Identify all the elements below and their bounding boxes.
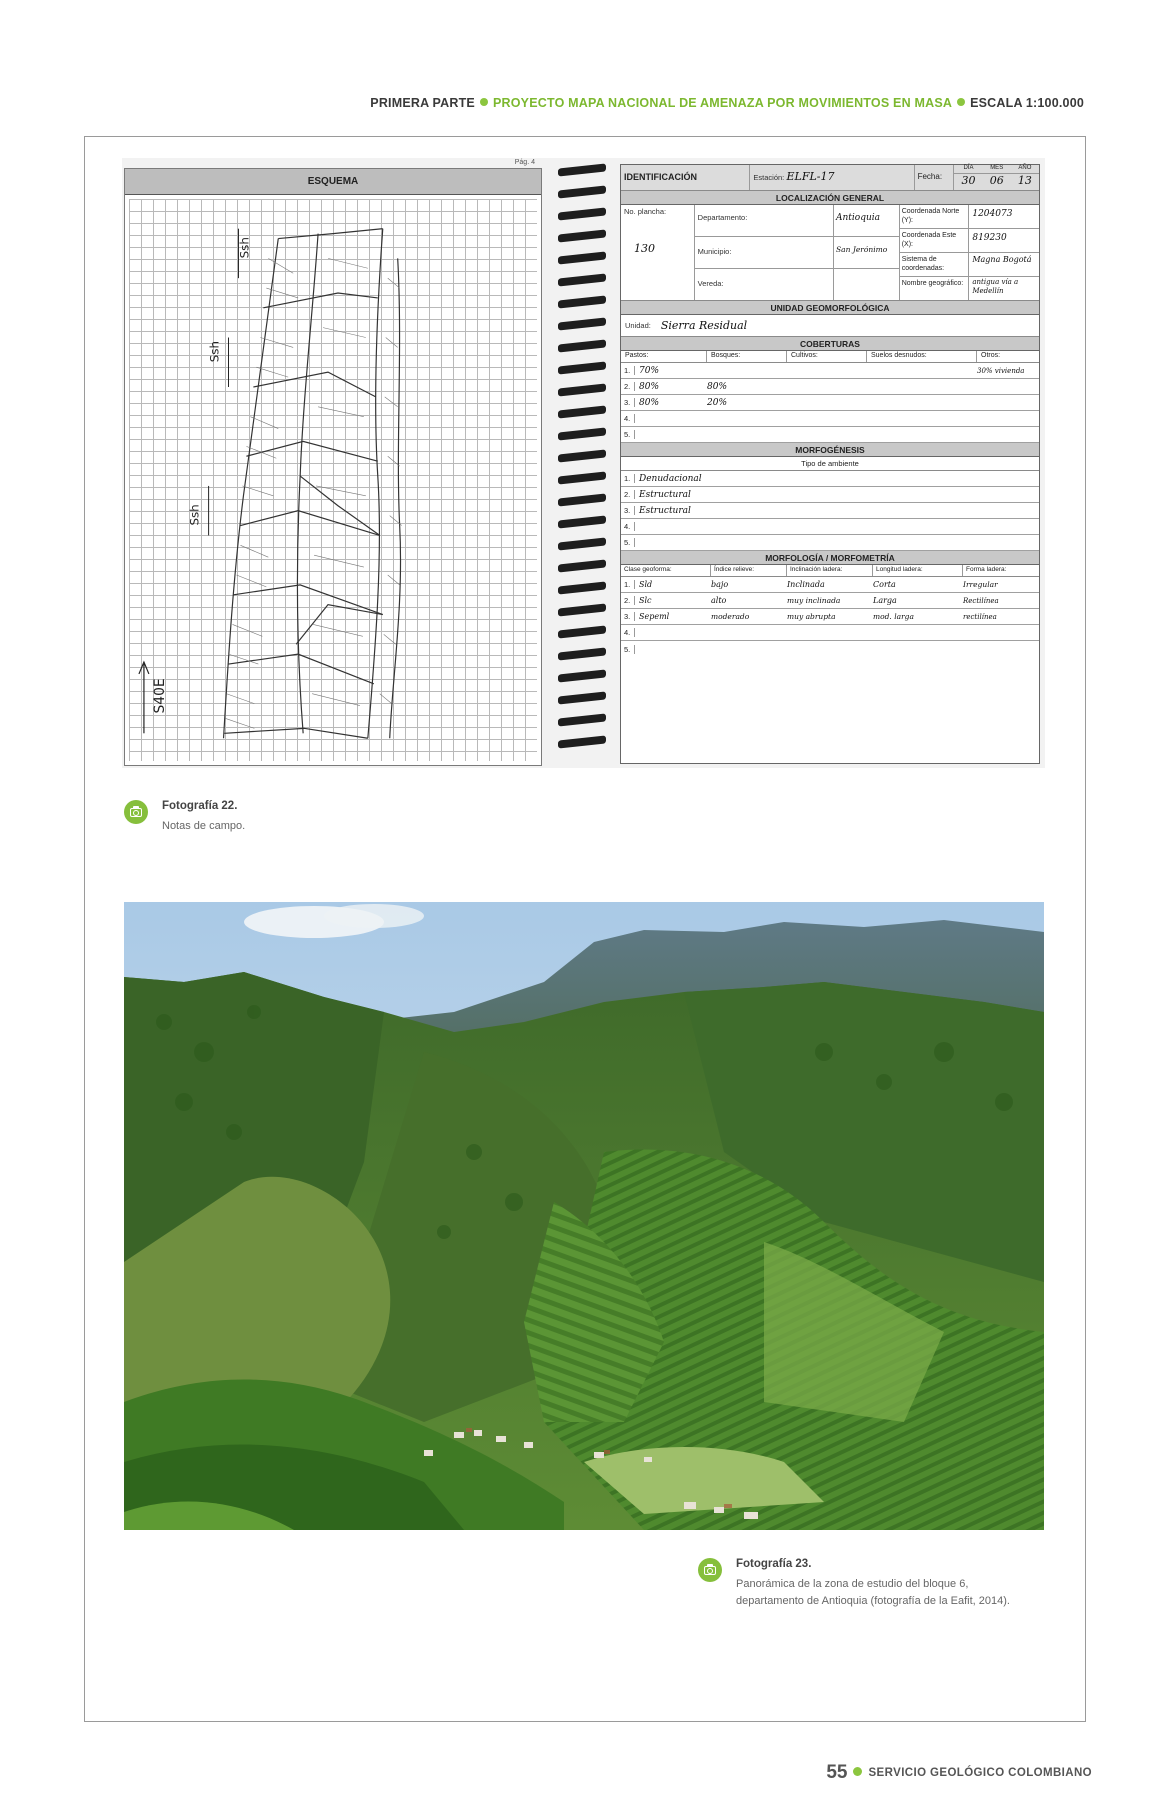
mes-value: 06 [989,174,1004,187]
morfologia-table [621,577,1039,657]
bullet-dot-icon [853,1767,862,1776]
caption-23-text [736,1576,1010,1610]
municipio-value: San Jerónimo [834,237,899,269]
bullet-dot-icon [957,98,965,106]
table-row: 5. [621,535,1039,551]
dia-value: 30 [961,174,976,187]
localizacion-band: LOCALIZACIÓN GENERAL [621,191,1039,205]
fecha-label: Fecha: [915,165,955,190]
ano-value: 13 [1017,174,1032,187]
page-footer [826,1762,1092,1784]
unidad-value: Sierra Residual [660,319,748,332]
departamento-label: Departamento: [695,205,833,237]
table-row: 3. 80% 20% [621,395,1039,411]
coberturas-band: COBERTURAS [621,337,1039,351]
cob-header-pastos: Pastos: [621,351,707,362]
sistema-value: Magna Bogotá [969,253,1039,277]
field-notes-photo [122,158,1045,768]
coberturas-table [621,363,1039,443]
landscape-illustration [124,902,1044,1530]
cob-header-cultivos: Cultivos: [787,351,867,362]
sketch-title: ESQUEMA [125,169,541,195]
unidad-label: Unidad: [625,321,651,330]
tipo-ambiente: Tipo de ambiente [621,457,1039,471]
landscape-photo [124,902,1044,1530]
plancha-value: 130 [634,242,655,255]
table-row: 3. Estructural [621,503,1039,519]
caption-23-line-2: departamento de Antioquia (fotografía de la Eafit, 2014). [736,1595,1010,1607]
departamento-value: Antioquia [834,205,899,237]
field-form [620,164,1040,764]
slope-sketch [129,199,537,761]
vereda-label: Vereda: [697,279,724,288]
morf-header-clase: Clase geoforma: [621,565,711,576]
table-row: 1. Sld bajo Inclinada Corta Irregular [621,577,1039,593]
sistema-label: Sistema de coordenadas: [900,253,969,277]
table-row: 1. 70% 30% vivienda [621,363,1039,379]
header-part: PRIMERA PARTE [370,96,475,110]
unidad-band: UNIDAD GEOMORFOLÓGICA [621,301,1039,315]
form-identificacion: IDENTIFICACIÓN [621,165,750,190]
footer-organization: SERVICIO GEOLÓGICO COLOMBIANO [868,1767,1092,1779]
camera-icon [124,800,148,824]
morf-header-forma: Forma ladera: [966,566,1007,573]
este-value: 819230 [969,229,1039,253]
table-row: 4. [621,519,1039,535]
table-row: 1. Denudacional [621,471,1039,487]
cob-header-bosques: Bosques: [707,351,787,362]
notebook-spiral [552,162,612,767]
page-number: 55 [826,1762,848,1783]
header-project: PROYECTO MAPA NACIONAL DE AMENAZA POR MOVIMIENTOS EN MASA [492,96,953,110]
nombre-label: Nombre geográfico: [901,280,964,287]
table-row: 4. [621,625,1039,641]
mes-label: MES [990,165,1004,171]
estacion-label: Estación: [753,173,785,182]
morf-header-longitud: Longitud ladera: [873,565,963,576]
norte-label: Coordenada Norte (Y): [900,205,969,229]
header-scale: ESCALA 1:100.000 [970,96,1084,110]
table-row: 2. Estructural [621,487,1039,503]
sketch-label-ssh-3: Ssh [187,504,202,526]
sketch-page-label: Pág. 4 [514,159,535,166]
sketch-label-ssh-2: Ssh [207,341,222,363]
norte-value: 1204073 [969,205,1039,229]
table-row: 2. Slc alto muy inclinada Larga Rectilínea [621,593,1039,609]
morf-header-inclinacion: Inclinación ladera: [787,565,873,576]
cob-header-suelos: Suelos desnudos: [867,351,977,362]
caption-23-title: Fotografía 23. [736,1558,812,1570]
caption-22-text: Notas de campo. [162,820,246,832]
ano-label: AÑO [1018,165,1032,171]
sketch-label-ssh-1: Ssh [237,237,252,259]
caption-23-line-1: Panorámica de la zona de estudio del bloque 6, [736,1578,969,1590]
dia-label: DÍA [963,165,974,171]
morfogenesis-table [621,471,1039,551]
nombre-value: antigua vía a Medellín [972,278,1019,295]
table-row: 5. [621,427,1039,443]
morfogenesis-band: MORFOGÉNESIS [621,443,1039,457]
running-header [370,96,1084,110]
caption-22-title: Fotografía 22. [162,800,238,812]
table-row: 4. [621,411,1039,427]
estacion-value: ELFL-17 [786,170,835,183]
sketch-grid [129,199,537,761]
este-label: Coordenada Este (X): [900,229,969,253]
municipio-label: Municipio: [695,237,833,269]
table-row: 2. 80% 80% [621,379,1039,395]
bullet-dot-icon [480,98,488,106]
plancha-label: No. plancha: [624,207,667,216]
table-row: 5. [621,641,1039,657]
camera-icon [698,1558,722,1582]
morfologia-band: MORFOLOGÍA / MORFOMETRÍA [621,551,1039,565]
morf-header-indice: Índice relieve: [711,565,787,576]
sketch-page [124,159,542,766]
cob-header-otros: Otros: [981,352,1001,359]
table-row: 3. Sepeml moderado muy abrupta mod. larga rectilínea [621,609,1039,625]
sketch-label-direction: S40E [151,678,168,714]
